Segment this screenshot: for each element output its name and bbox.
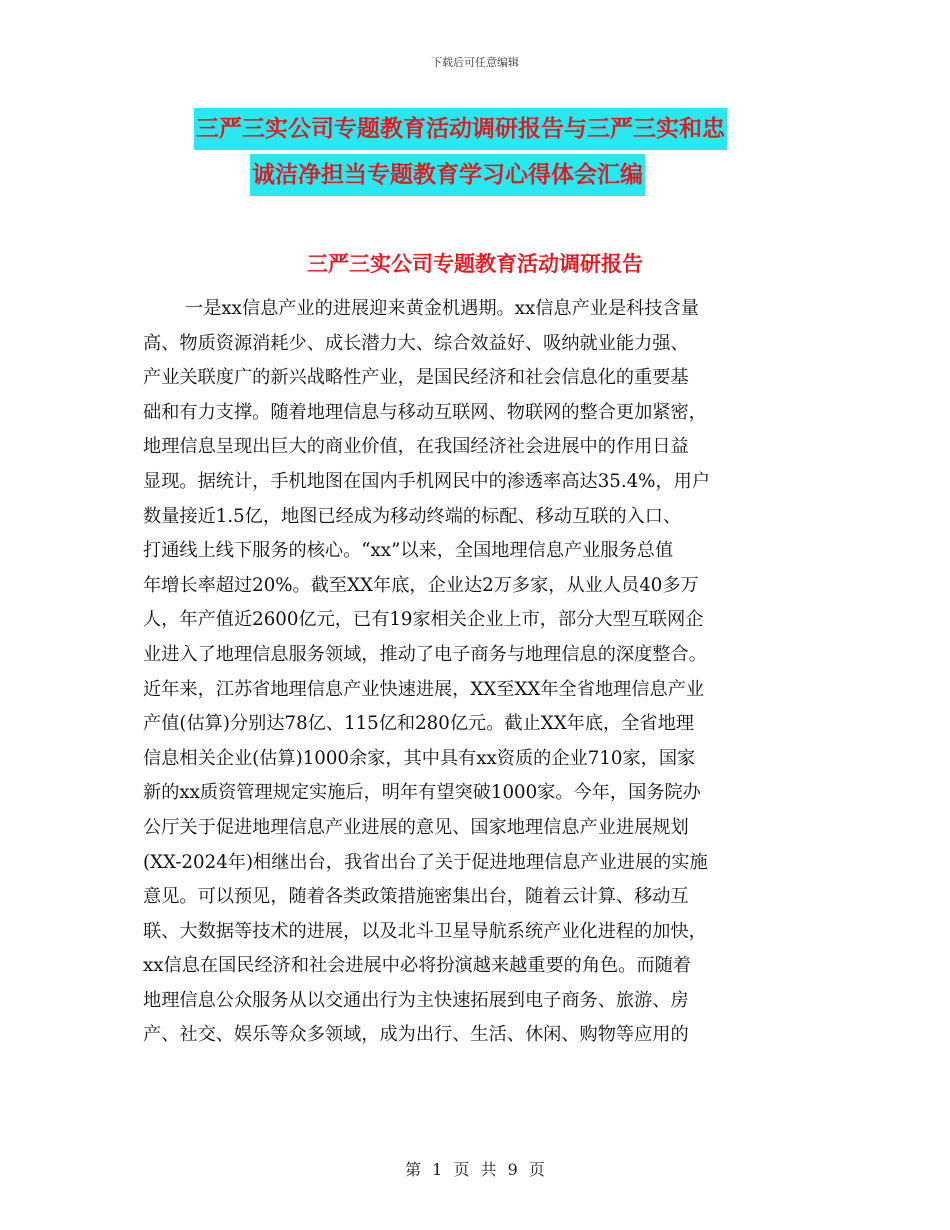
paragraph-line: 产、社交、娱乐等众多领域，成为出行、生活、休闲、购物等应用的 bbox=[143, 1024, 689, 1046]
section-title: 三严三实公司专题教育活动调研报告 bbox=[307, 252, 643, 276]
paragraph-line: 一是xx信息产业的进展迎来黄金机遇期。xx信息产业是科技含量 bbox=[185, 298, 699, 319]
paragraph-line: 显现。据统计，手机地图在国内手机网民中的渗透率高达35.4%，用户 bbox=[143, 470, 711, 492]
title-line-2: 诚洁净担当专题教育学习心得体会汇编 bbox=[250, 154, 645, 196]
paragraph-line: 高、物质资源消耗少、成长潜力大、综合效益好、吸纳就业能力强、 bbox=[143, 332, 689, 354]
paragraph-line: 联、大数据等技术的进展，以及北斗卫星导航系统产业化进程的加快， bbox=[143, 920, 707, 942]
paragraph-line: 意见。可以预见，随着各类政策措施密集出台，随着云计算、移动互 bbox=[143, 886, 689, 908]
paragraph-line: (XX-2024年)相继出台，我省出台了关于促进地理信息产业进展的实施 bbox=[143, 851, 708, 873]
paragraph-line: 信息相关企业(估算)1000余家，其中具有xx资质的企业710家，国家 bbox=[143, 747, 696, 769]
paragraph-line: 人，年产值近2600亿元，已有19家相关企业上市，部分大型互联网企 bbox=[143, 609, 704, 631]
body-paragraph bbox=[143, 292, 813, 1053]
paragraph-line: 数量接近1.5亿，地图已经成为移动终端的标配、移动互联的入口、 bbox=[143, 505, 682, 527]
paragraph-line: 础和有力支撑。随着地理信息与移动互联网、物联网的整合更加紧密， bbox=[143, 401, 707, 423]
paragraph-line: 产业关联度广的新兴战略性产业，是国民经济和社会信息化的重要基 bbox=[143, 367, 689, 389]
paragraph-line: 业进入了地理信息服务领域，推动了电子商务与地理信息的深度整合。 bbox=[143, 643, 707, 665]
paragraph-line: 公厅关于促进地理信息产业进展的意见、国家地理信息产业进展规划 bbox=[143, 816, 689, 838]
paragraph-line: 新的xx质资管理规定实施后，明年有望突破1000家。今年，国务院办 bbox=[143, 782, 701, 804]
paragraph-line: 近年来，江苏省地理信息产业快速进展，XX至XX年全省地理信息产业 bbox=[143, 678, 705, 700]
paragraph-line: 年增长率超过20%。截至XX年底，企业达2万多家，从业人员40多万 bbox=[143, 574, 699, 596]
page-header-note: 下载后可任意编辑 bbox=[431, 56, 519, 69]
paragraph-line: 产值(估算)分别达78亿、115亿和280亿元。截止XX年底，全省地理 bbox=[143, 713, 694, 735]
title-line-1: 三严三实公司专题教育活动调研报告与三严三实和忠 bbox=[194, 108, 727, 150]
paragraph-line: 地理信息公众服务从以交通出行为主快速拓展到电子商务、旅游、房 bbox=[143, 989, 689, 1011]
paragraph-line: 打通线上线下服务的核心。“xx”以来，全国地理信息产业服务总值 bbox=[143, 540, 674, 562]
paragraph-line: 地理信息呈现出巨大的商业价值，在我国经济社会进展中的作用日益 bbox=[143, 436, 689, 458]
page-number: 第 1 页 共 9 页 bbox=[405, 1160, 545, 1179]
paragraph-line: xx信息在国民经济和社会进展中必将扮演越来越重要的角色。而随着 bbox=[143, 955, 691, 977]
